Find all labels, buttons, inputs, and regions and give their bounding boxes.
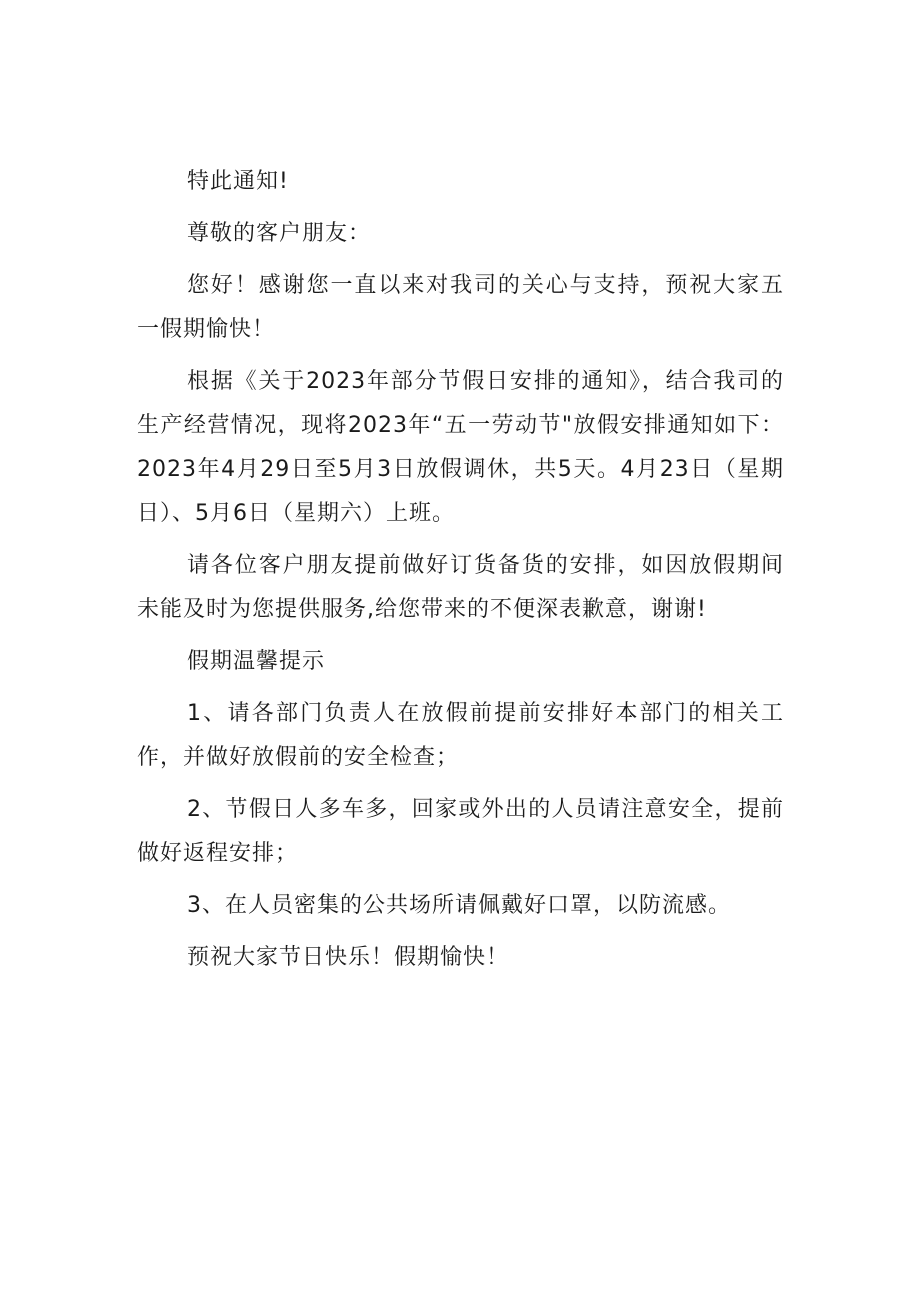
tip-item-1: 1、请各部门负责人在放假前提前安排好本部门的相关工作，并做好放假前的安全检查；	[137, 701, 784, 770]
tips-heading: 假期温馨提示	[187, 649, 326, 674]
tip-item-3: 3、在人员密集的公共场所请佩戴好口罩，以防流感。	[187, 893, 731, 918]
greeting-paragraph: 您好！感谢您一直以来对我司的关心与支持，预祝大家五一假期愉快！	[137, 273, 784, 342]
schedule-paragraph: 根据《关于2023年部分节假日安排的通知》，结合我司的生产经营情况，现将2023年“五一劳动节"放假安排通知如下：2023年4月29日至5月3日放假调休，共5天。4月23日（星期日）、5月6日（星期六）上班。	[137, 369, 784, 526]
closing-notice: 特此通知!	[187, 169, 289, 194]
tip-item-2: 2、节假日人多车多，回家或外出的人员请注意安全，提前做好返程安排；	[137, 797, 784, 866]
salutation: 尊敬的客户朋友：	[187, 221, 372, 246]
wishes-paragraph: 预祝大家节日快乐！假期愉快！	[187, 945, 510, 970]
apology-paragraph: 请各位客户朋友提前做好订货备货的安排，如因放假期间未能及时为您提供服务,给您带来的不便深表歉意，谢谢!	[137, 553, 784, 622]
